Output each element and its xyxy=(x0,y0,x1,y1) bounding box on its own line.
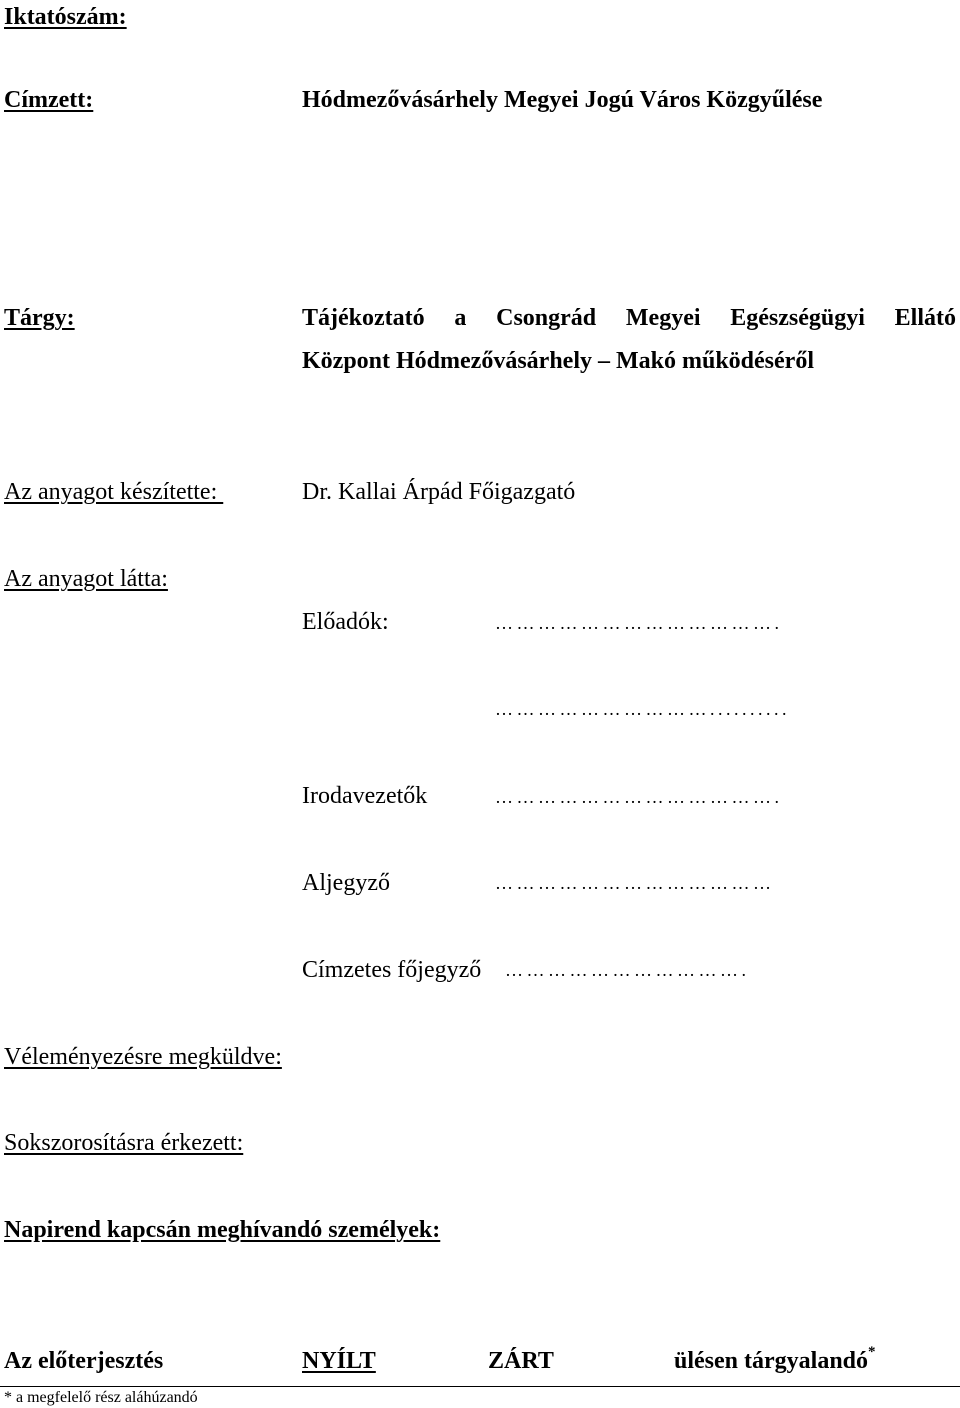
irodavezetok-signature-line: …………………………………. xyxy=(495,787,783,807)
prepared-by-value: Dr. Kallai Árpád Főigazgató xyxy=(302,479,576,505)
velemenyezes-label: Véleményezésre megküldve: xyxy=(4,1044,282,1070)
eloadok-signature-line-2: ………………………….......... xyxy=(495,699,790,719)
session-open-option: NYÍLT xyxy=(302,1348,376,1374)
cimzett-label: Címzett: xyxy=(4,87,94,113)
footnote: * a megfelelő rész aláhúzandó xyxy=(4,1389,198,1406)
footnote-divider xyxy=(0,1386,960,1387)
napirend-label: Napirend kapcsán meghívandó személyek: xyxy=(4,1217,441,1243)
cimzetes-fojegyzo-signature-line: ……………………………. xyxy=(505,960,750,980)
session-tail xyxy=(674,1344,876,1374)
session-closed-option: ZÁRT xyxy=(488,1348,554,1374)
aljegyzo-signature-line: ………………………………… xyxy=(495,873,775,893)
session-tail-text: ülésen tárgyalandó xyxy=(674,1348,869,1374)
iktatoszam-label: Iktatószám: xyxy=(4,4,127,30)
irodavezetok-label: Irodavezetők xyxy=(302,783,428,809)
prepared-by-label: Az anyagot készítette: xyxy=(4,479,224,505)
footnote-marker: * xyxy=(868,1344,876,1360)
aljegyzo-label: Aljegyző xyxy=(302,870,390,896)
cimzetes-fojegyzo-label: Címzetes főjegyző xyxy=(302,957,482,983)
eloadok-signature-line: …………………………………. xyxy=(495,613,783,633)
targy-line-2: Központ Hódmezővásárhely – Makó működéséről xyxy=(302,348,814,374)
sokszorositas-label: Sokszorosításra érkezett: xyxy=(4,1130,244,1156)
session-lead: Az előterjesztés xyxy=(4,1348,164,1374)
targy-line-1: Tájékoztató a Csongrád Megyei Egészségügyi Ellátó xyxy=(302,305,956,331)
targy-label: Tárgy: xyxy=(4,305,75,331)
eloadok-label: Előadók: xyxy=(302,609,389,635)
seen-by-label: Az anyagot látta: xyxy=(4,566,168,592)
cimzett-value: Hódmezővásárhely Megyei Jogú Város Közgyűlése xyxy=(302,87,823,113)
